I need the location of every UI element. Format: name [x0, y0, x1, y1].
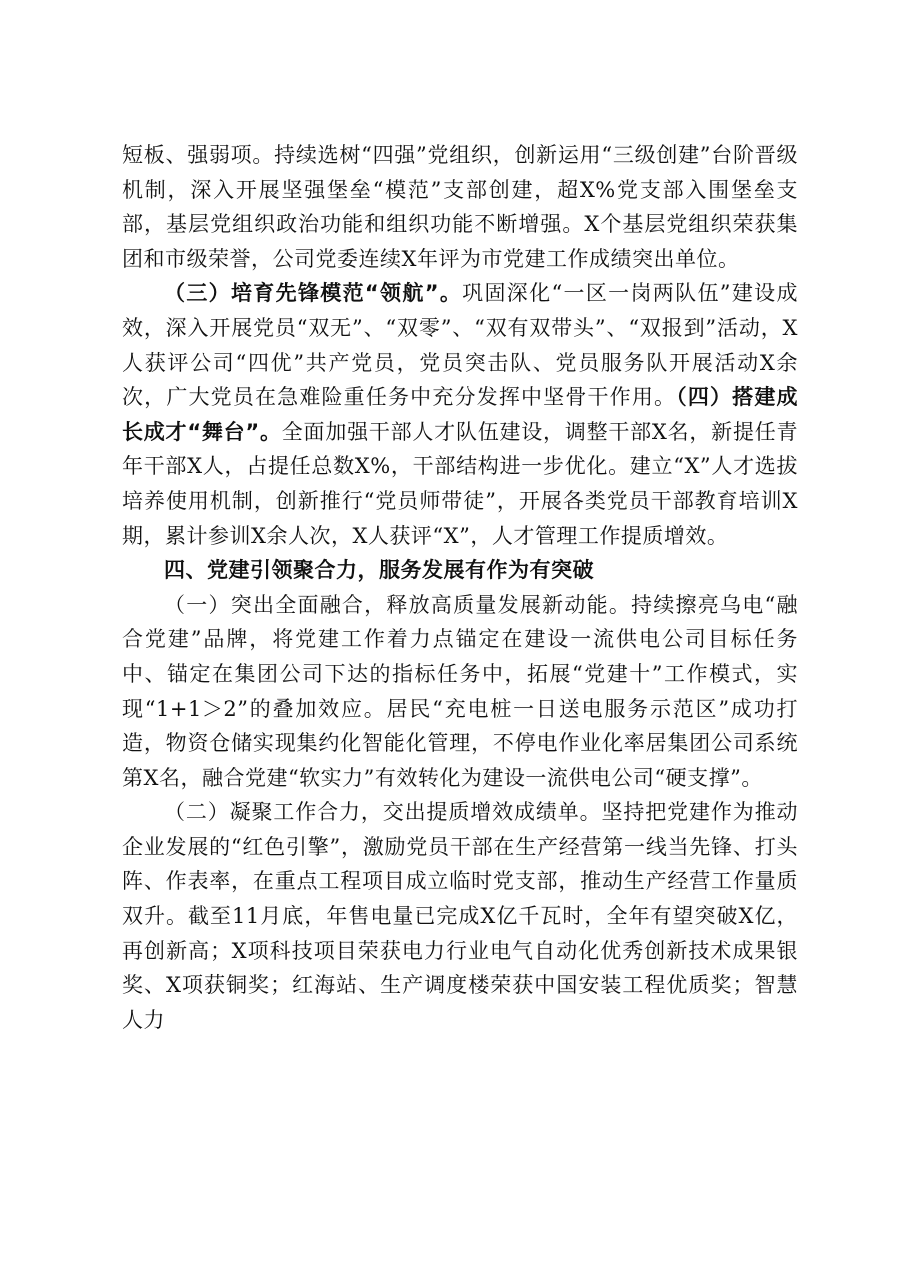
paragraph-1: 短板、强弱项。持续选树“四强”党组织，创新运用“三级创建”台阶晋级机制，深入开展坚强堡垒“模范”支部创建，超X%党支部入围堡垒支部，基层党组织政治功能和组织功能不断增强。X个基层党组织荣获集团和市级荣誉，公司党委连续X年评为市党建工作成绩突出单位。 [122, 143, 798, 271]
paragraph-2 [122, 276, 798, 553]
section-heading-4: 四、党建引领聚合力，服务发展有作为有突破 [164, 558, 594, 583]
paragraph-2-lead: （三）培育先锋模范“领航”。 [164, 281, 463, 306]
document-page [122, 138, 798, 1037]
paragraph-4: （二）凝聚工作合力，交出提质增效成绩单。坚持把党建作为推动企业发展的“红色引擎”，激励党员干部在生产经营第一线当先锋、打头阵、作表率，在重点工程项目成立临时党支部，推动生产经营工作量质双升。截至11月底，年售电量已完成X亿千瓦时，全年有望突破X亿，再创新高；X项科技项目荣获电力行业电气自动化优秀创新技术成果银奖、X项获铜奖；红海站、生产调度楼荣获中国安装工程优质奖；智慧人力 [122, 800, 798, 1032]
paragraph-2-body: 巩固深化“一区一岗两队伍”建设成效，深入开展党员“双无”、“双零”、“双有双带头”、“双报到”活动，X人获评公司“四优”共产党员，党员突击队、党员服务队开展活动X余次，广大党员在急难险重任务中充分发挥中坚骨干作用。 [122, 281, 798, 410]
paragraph-3: （一）突出全面融合，释放高质量发展新动能。持续擦亮乌电“融合党建”品牌，将党建工作着力点锚定在建设一流供电公司目标任务中、锚定在集团公司下达的指标任务中，拓展“党建十”工作模式，实现“1+1＞2”的叠加效应。居民“充电桩一日送电服务示范区”成功打造，物资仓储实现集约化智能化管理，不停电作业化率居集团公司系统第X名，融合党建“软实力”有效转化为建设一流供电公司“硬支撑”。 [122, 592, 798, 790]
paragraph-2-lead-2: （四）搭建成长成才“舞台”。 [122, 385, 799, 444]
paragraph-2-body-2: 全面加强干部人才队伍建设，调整干部X名，新提任青年干部X人，占提任总数X%，干部结构进一步优化。建立“X”人才选拔培养使用机制，创新推行“党员师带徒”，开展各类党员干部教育培训X期，累计参训X余人次，X人获评“X”，人才管理工作提质增效。 [122, 419, 798, 548]
